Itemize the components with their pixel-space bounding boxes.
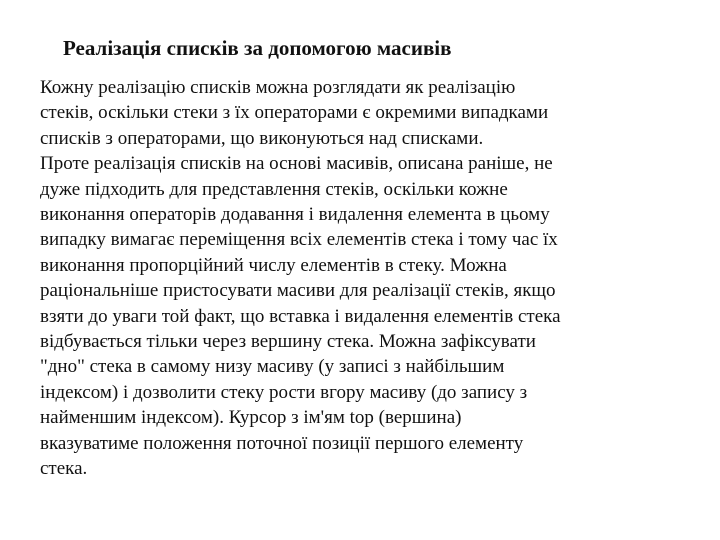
text-line: індексом) і дозволити стеку рости вгору масиву (до запису з (40, 381, 528, 403)
text-line: списків з операторами, що виконуються над списками. (40, 127, 484, 149)
text-line: дуже підходить для представлення стеків, оскільки кожне (40, 178, 508, 200)
text-line: Проте реалізація списків на основі масивів, описана раніше, не (40, 153, 553, 175)
text-line: "дно" стека в самому низу масиву (у записі з найбільшим (40, 356, 505, 378)
text-line: взяти до уваги той факт, що вставка і видалення елементів стека (40, 305, 561, 327)
paragraph-1 (40, 75, 708, 151)
text-line: Кожну реалізацію списків можна розглядати як реалізацію (40, 77, 516, 98)
text-line: відбувається тільки через вершину стека. Можна зафіксувати (40, 331, 536, 353)
text-line: стеків, оскільки стеки з їх операторами є окремими випадками (40, 102, 549, 124)
text-line: вказуватиме положення поточної позиції першого елементу (40, 432, 524, 454)
text-line: найменшим індексом). Курсор з ім'ям top (вершина) (40, 407, 462, 429)
slide-title: Реалізація списків за допомогою масивів (63, 36, 452, 60)
slide-body (40, 75, 708, 482)
text-line: стека. (40, 458, 88, 480)
paragraph-2 (40, 151, 708, 481)
text-line: виконання операторів додавання і видалення елемента в цьому (40, 204, 550, 226)
text-line: випадку вимагає переміщення всіх елементів стека і тому час їх (40, 229, 558, 251)
text-line: раціональніше пристосувати масиви для реалізації стеків, якщо (40, 280, 556, 302)
text-line: виконання пропорційний числу елементів в стеку. Можна (40, 254, 507, 276)
